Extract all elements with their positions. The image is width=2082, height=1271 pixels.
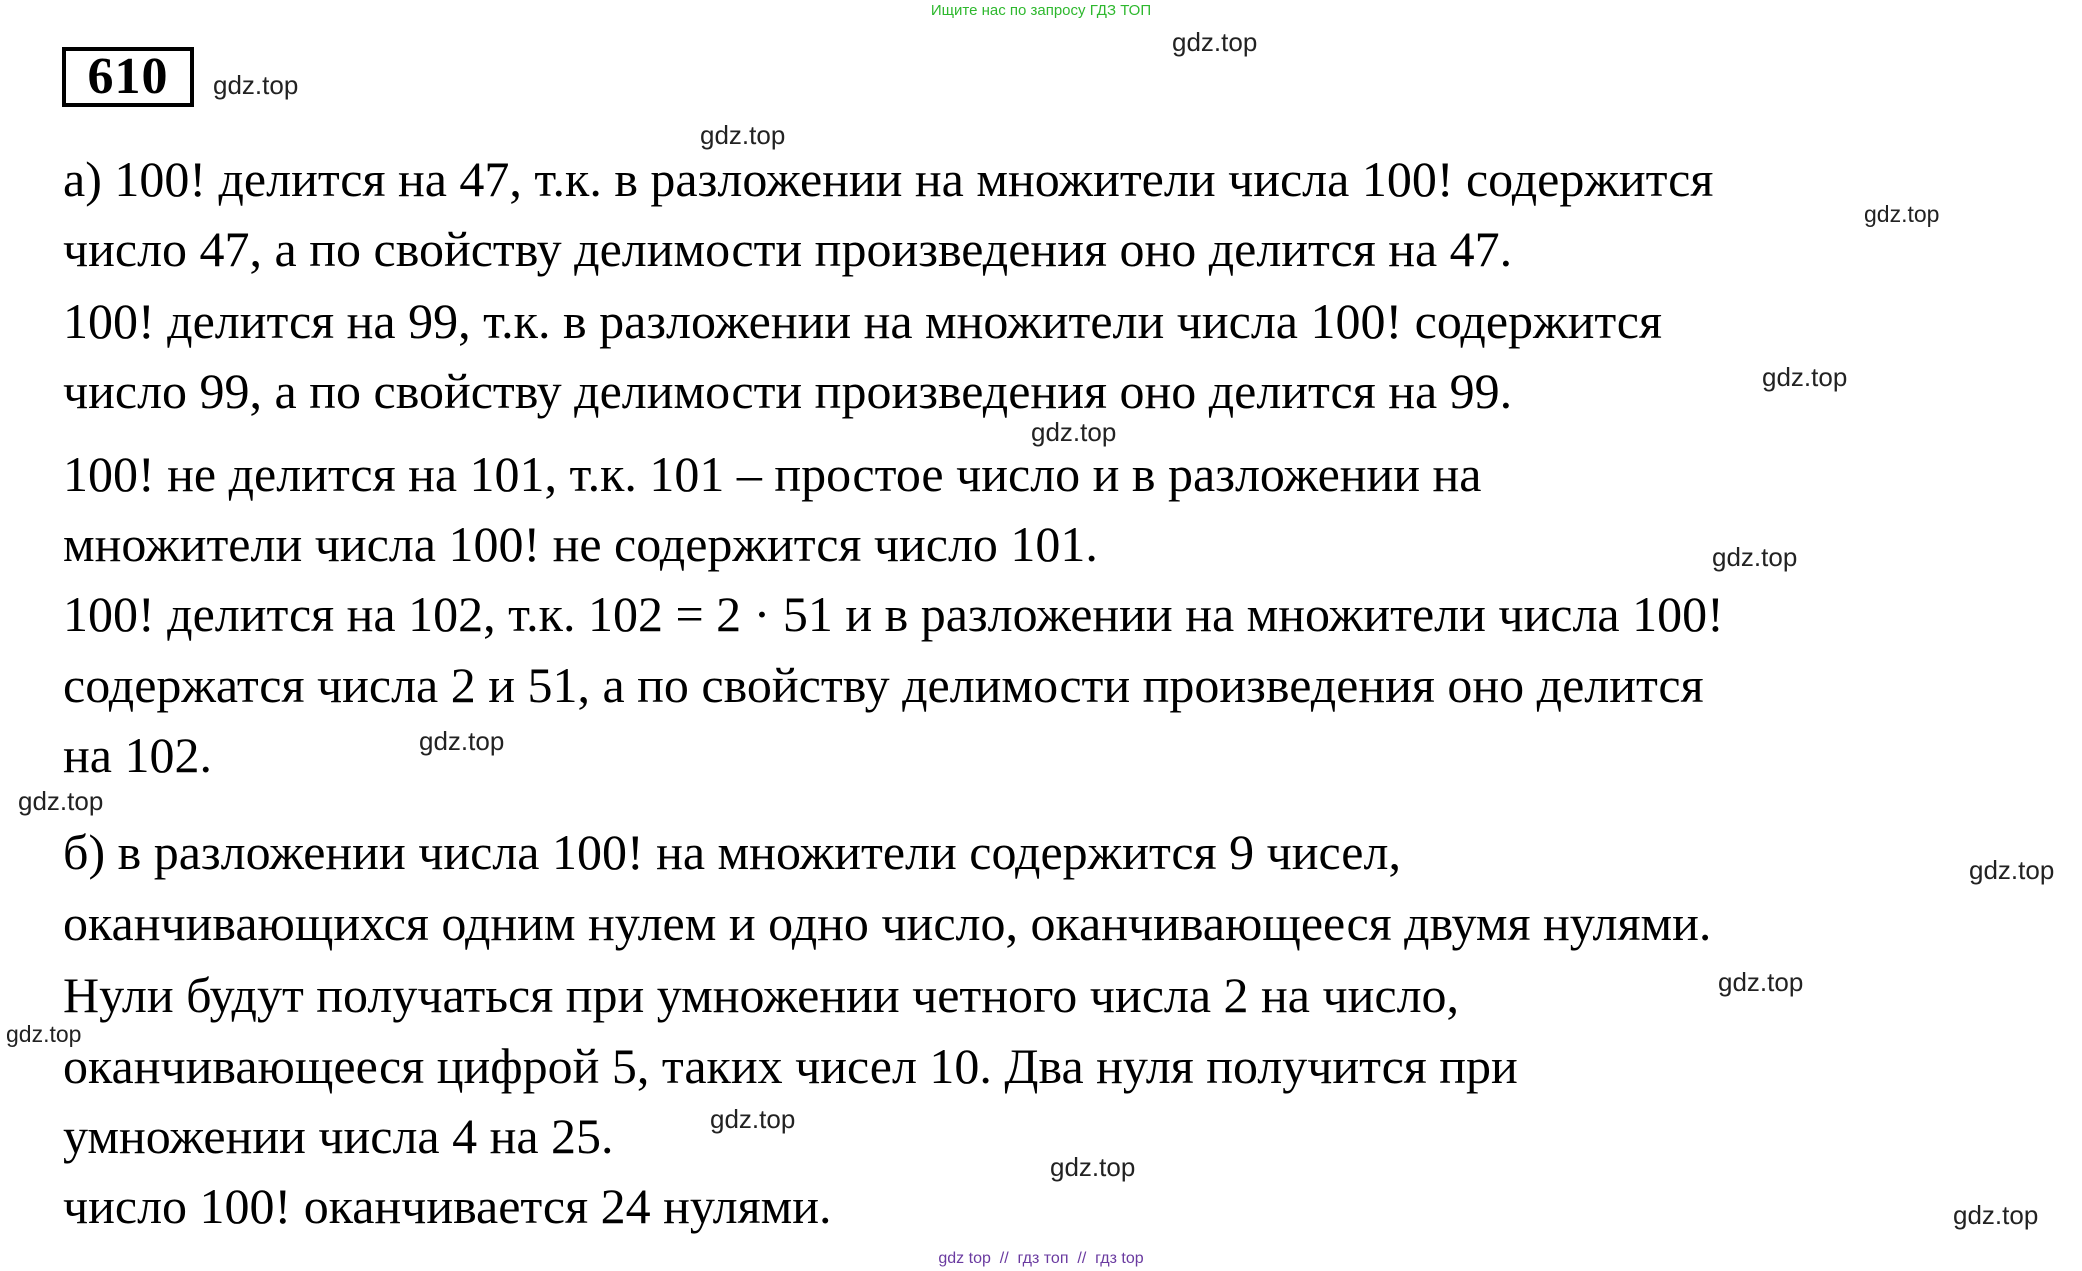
solution-line-a2: число 47, а по свойству делимости произведения оно делится на 47. <box>63 221 1513 277</box>
solution-line-a9: на 102. <box>63 727 212 783</box>
watermark: gdz.top <box>1712 542 1798 572</box>
watermark: gdz.top <box>1864 201 1940 227</box>
problem-number-box <box>62 47 194 107</box>
problem-number: 610 <box>87 48 169 105</box>
solution-line-b4: оканчивающееся цифрой 5, таких чисел 10. Два нуля получится при <box>63 1038 1518 1094</box>
solution-line-b6: число 100! оканчивается 24 нулями. <box>63 1178 832 1234</box>
watermark: gdz.top <box>6 1021 82 1047</box>
watermark: gdz.top <box>18 786 104 816</box>
watermark: gdz.top <box>700 120 786 150</box>
watermark: gdz.top <box>1050 1152 1136 1182</box>
solution-line-a4: число 99, а по свойству делимости произведения оно делится на 99. <box>63 363 1513 419</box>
solution-line-a1: а) 100! делится на 47, т.к. в разложении на множители числа 100! содержится <box>63 151 1714 207</box>
watermark: gdz.top <box>1953 1200 2039 1230</box>
solution-line-a3: 100! делится на 99, т.к. в разложении на множители числа 100! содержится <box>63 293 1662 349</box>
watermark: gdz.top <box>710 1104 796 1134</box>
solution-line-b2: оканчивающихся одним нулем и одно число, оканчивающееся двумя нулями. <box>63 895 1712 951</box>
watermark: gdz.top <box>1718 967 1804 997</box>
solution-line-b3: Нули будут получаться при умножении четного числа 2 на число, <box>63 967 1460 1023</box>
solution-line-a5: 100! не делится на 101, т.к. 101 – простое число и в разложении на <box>63 446 1482 502</box>
watermark: gdz.top <box>1172 27 1258 57</box>
solution-line-b1: б) в разложении числа 100! на множители содержится 9 чисел, <box>63 824 1401 880</box>
solution-line-a8: содержатся числа 2 и 51, а по свойству делимости произведения оно делится <box>63 657 1704 713</box>
watermark: gdz.top <box>1031 417 1117 447</box>
solution-line-a6: множители числа 100! не содержится число 101. <box>63 516 1098 572</box>
watermark: gdz.top <box>213 70 299 100</box>
footer-links[interactable]: gdz top // гдз топ // гдз top <box>938 1250 1144 1267</box>
watermark: gdz.top <box>1762 362 1848 392</box>
solution-line-b5: умножении числа 4 на 25. <box>63 1108 614 1164</box>
watermark: gdz.top <box>1969 855 2055 885</box>
watermark: gdz.top <box>419 726 505 756</box>
top-search-banner[interactable]: Ищите нас по запросу ГДЗ ТОП <box>930 2 1152 19</box>
solution-line-a7: 100! делится на 102, т.к. 102 = 2 · 51 и в разложении на множители числа 100! <box>63 586 1724 642</box>
